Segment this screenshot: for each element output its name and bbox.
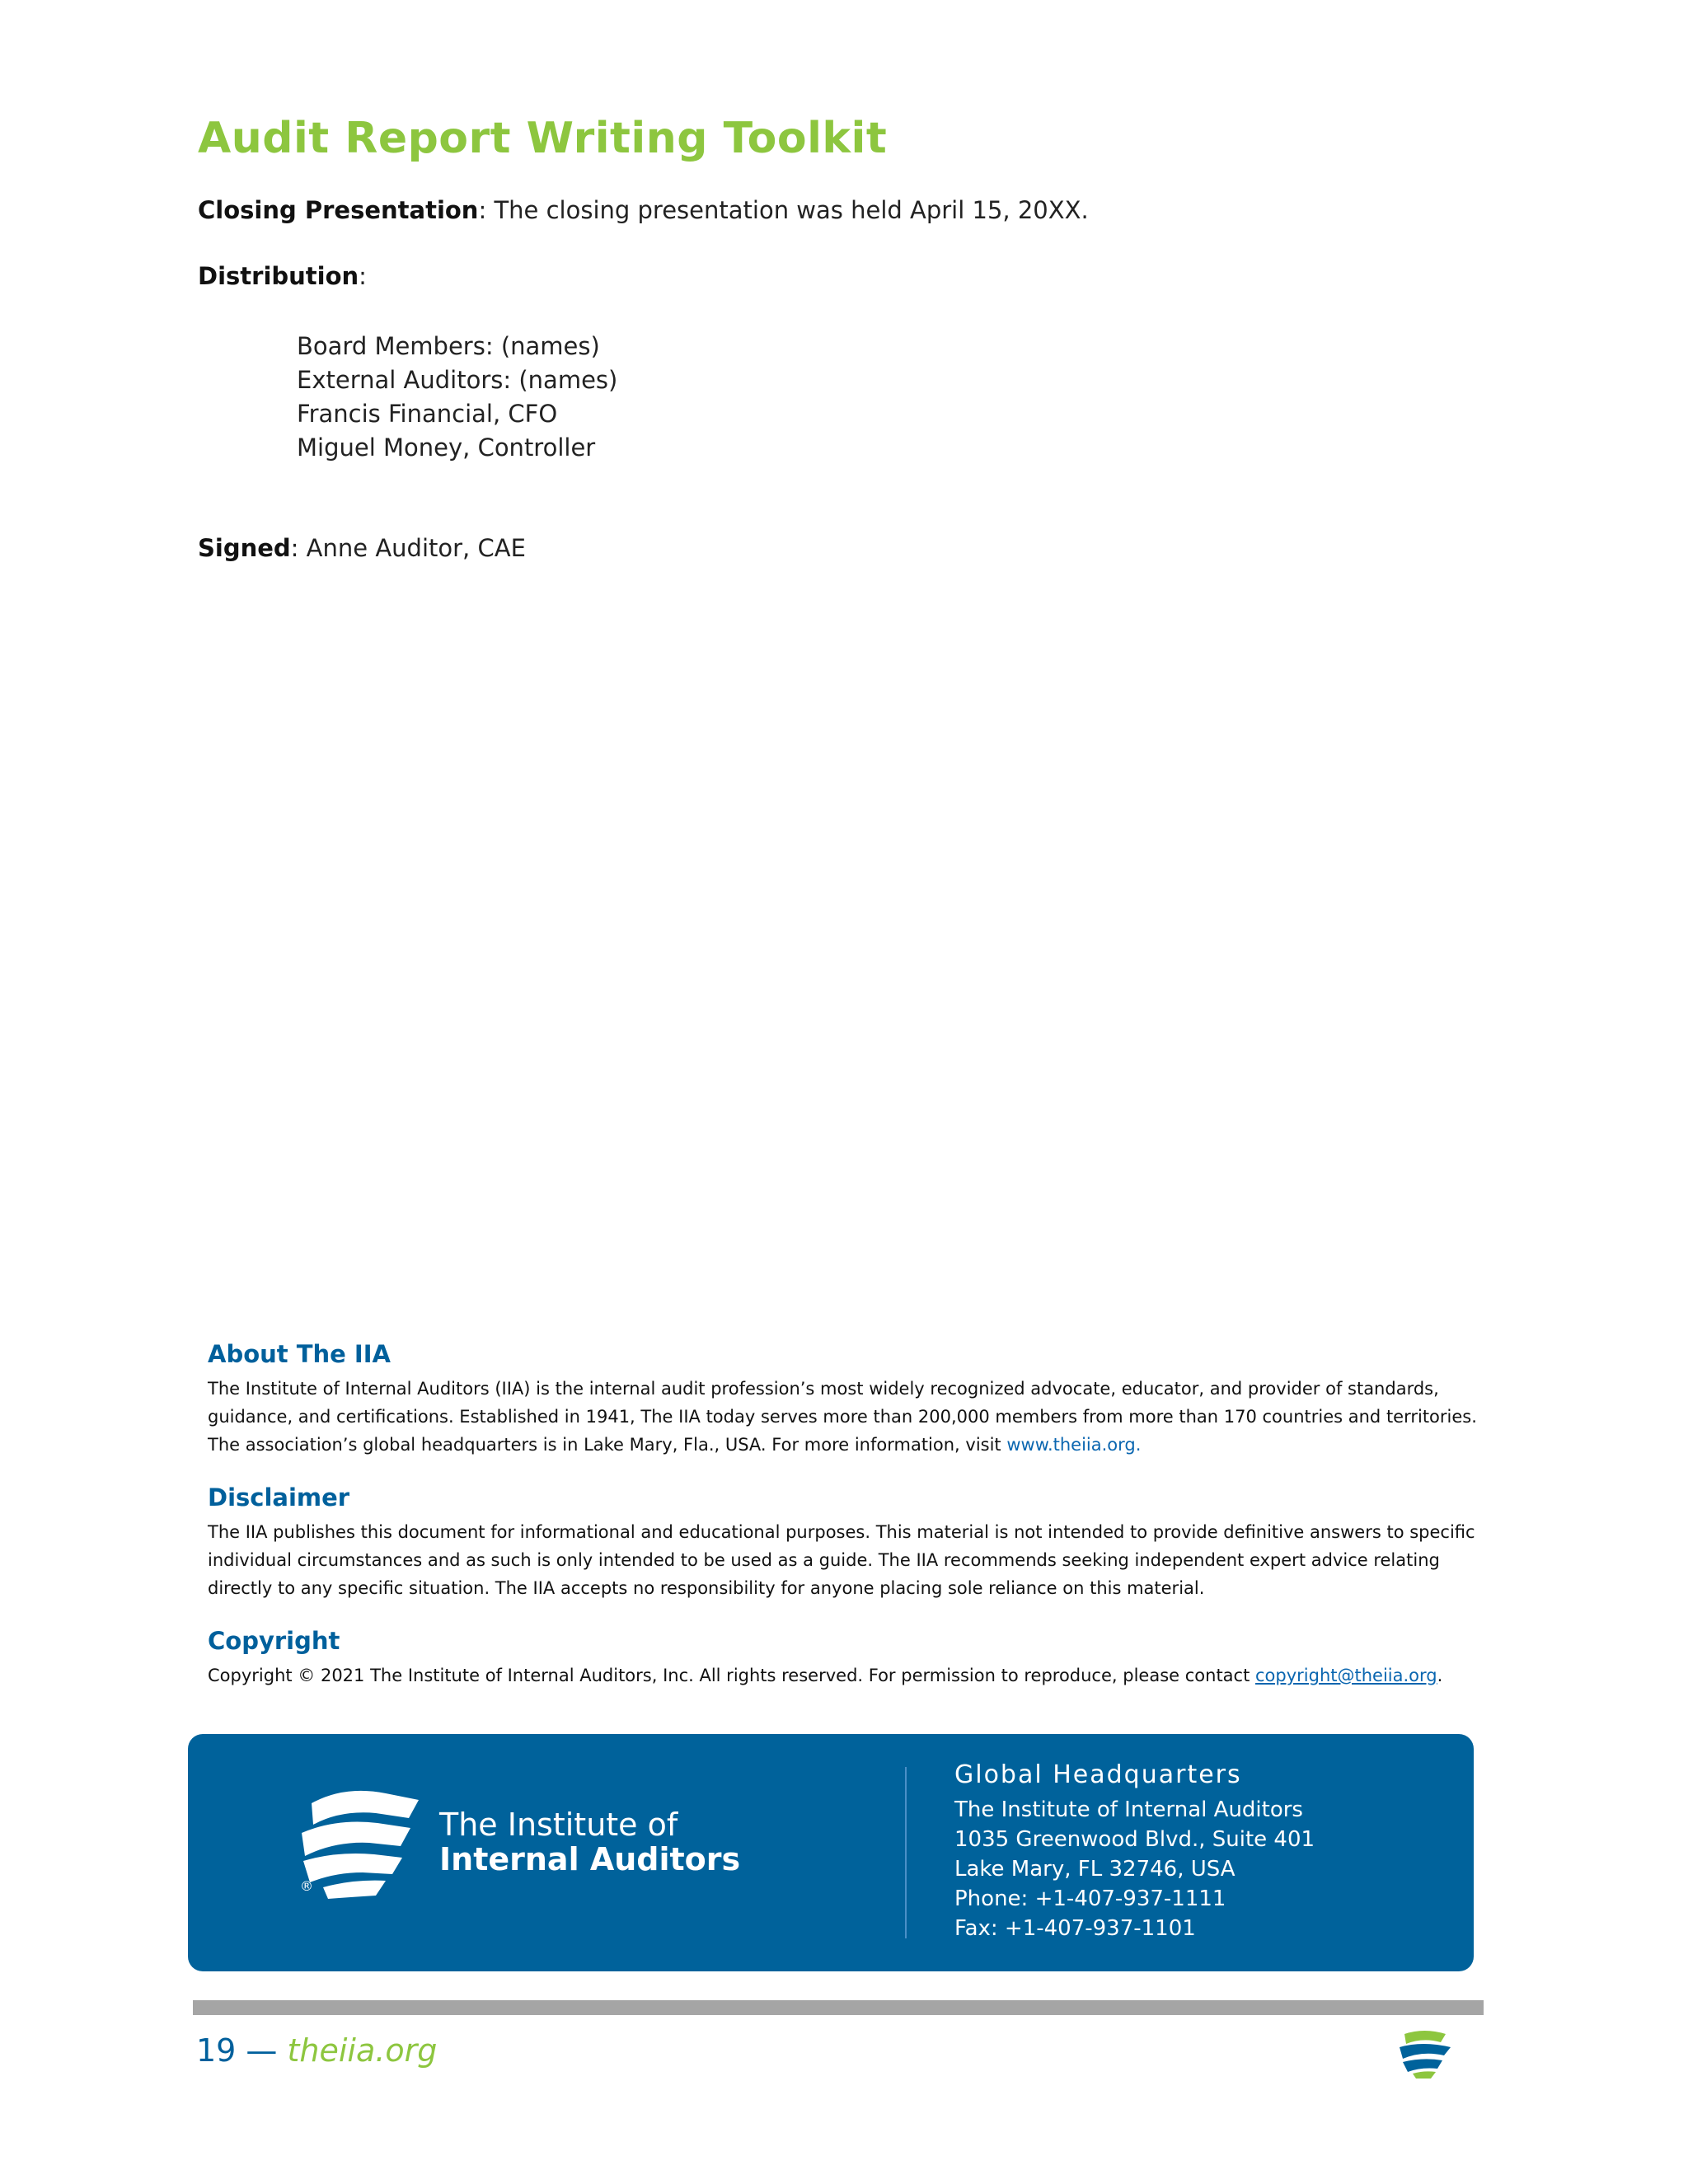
distribution-item: Francis Financial, CFO — [297, 400, 558, 428]
iia-globe-logo-icon — [295, 1785, 427, 1904]
site-link[interactable]: theiia.org — [287, 2032, 438, 2069]
about-text: The Institute of Internal Auditors (IIA) is the internal audit profession’s most widely recognized advocate, educator, and provider of standards, guidance, and certifications. Established in 1941, The IIA today serves more than 200,000 members from more than 170 countries and territories. The association’s global headquarters is in Lake Mary, Fla., USA. For more information, visit — [208, 1379, 1477, 1455]
footer-divider — [905, 1767, 907, 1938]
copyright-body — [208, 1661, 1477, 1690]
distribution-colon: : — [359, 262, 367, 290]
institute-name-line1: The Institute of — [439, 1807, 678, 1843]
closing-presentation-text: : The closing presentation was held April 15, 20XX. — [478, 196, 1089, 224]
copyright-text: Copyright © 2021 The Institute of Internal Auditors, Inc. All rights reserved. For permission to reproduce, please contact — [208, 1666, 1256, 1685]
about-website-link[interactable]: www.theiia.org. — [1006, 1435, 1142, 1455]
about-body — [208, 1375, 1477, 1459]
signed-label: Signed — [198, 534, 291, 562]
page-number: 19 — — [196, 2032, 288, 2069]
hq-line: 1035 Greenwood Blvd., Suite 401 — [954, 1827, 1315, 1852]
distribution-list — [297, 330, 617, 465]
closing-presentation-label: Closing Presentation — [198, 196, 479, 224]
copyright-email-link[interactable]: copyright@theiia.org — [1255, 1666, 1437, 1685]
page-footer — [196, 2032, 437, 2069]
distribution-label: Distribution — [198, 262, 359, 290]
copyright-heading: Copyright — [208, 1627, 340, 1655]
institute-name-line2: Internal Auditors — [439, 1841, 741, 1877]
copyright-period: . — [1437, 1666, 1443, 1685]
disclaimer-body: The IIA publishes this document for informational and educational purposes. This material is not intended to provide definitive answers to specific individual circumstances and as such is only intended to be used as a guide. The IIA recommends seeking independent expert advice relating directly to any specific situation. The IIA accepts no responsibility for anyone placing sole reliance on this material. — [208, 1522, 1475, 1598]
closing-presentation-line — [198, 196, 1089, 224]
hq-title: Global Headquarters — [954, 1760, 1242, 1789]
about-heading: About The IIA — [208, 1340, 391, 1368]
footer-rule — [193, 2000, 1484, 2015]
signed-text: : Anne Auditor, CAE — [290, 534, 526, 562]
distribution-item: Board Members: (names) — [297, 332, 600, 360]
distribution-item: Miguel Money, Controller — [297, 434, 596, 462]
disclaimer-heading: Disclaimer — [208, 1483, 350, 1511]
iia-corner-logo-icon — [1396, 2029, 1456, 2082]
document-title: Audit Report Writing Toolkit — [198, 114, 888, 163]
hq-line: The Institute of Internal Auditors — [954, 1797, 1303, 1822]
distribution-line — [198, 262, 367, 290]
hq-phone: Phone: +1-407-937-1111 — [954, 1886, 1226, 1911]
hq-fax: Fax: +1-407-937-1101 — [954, 1916, 1196, 1941]
hq-address — [954, 1795, 1315, 1943]
distribution-item: External Auditors: (names) — [297, 366, 618, 394]
footer-band — [188, 1734, 1474, 1971]
signed-line — [198, 534, 526, 562]
registered-mark: ® — [300, 1878, 313, 1894]
hq-line: Lake Mary, FL 32746, USA — [954, 1857, 1236, 1882]
